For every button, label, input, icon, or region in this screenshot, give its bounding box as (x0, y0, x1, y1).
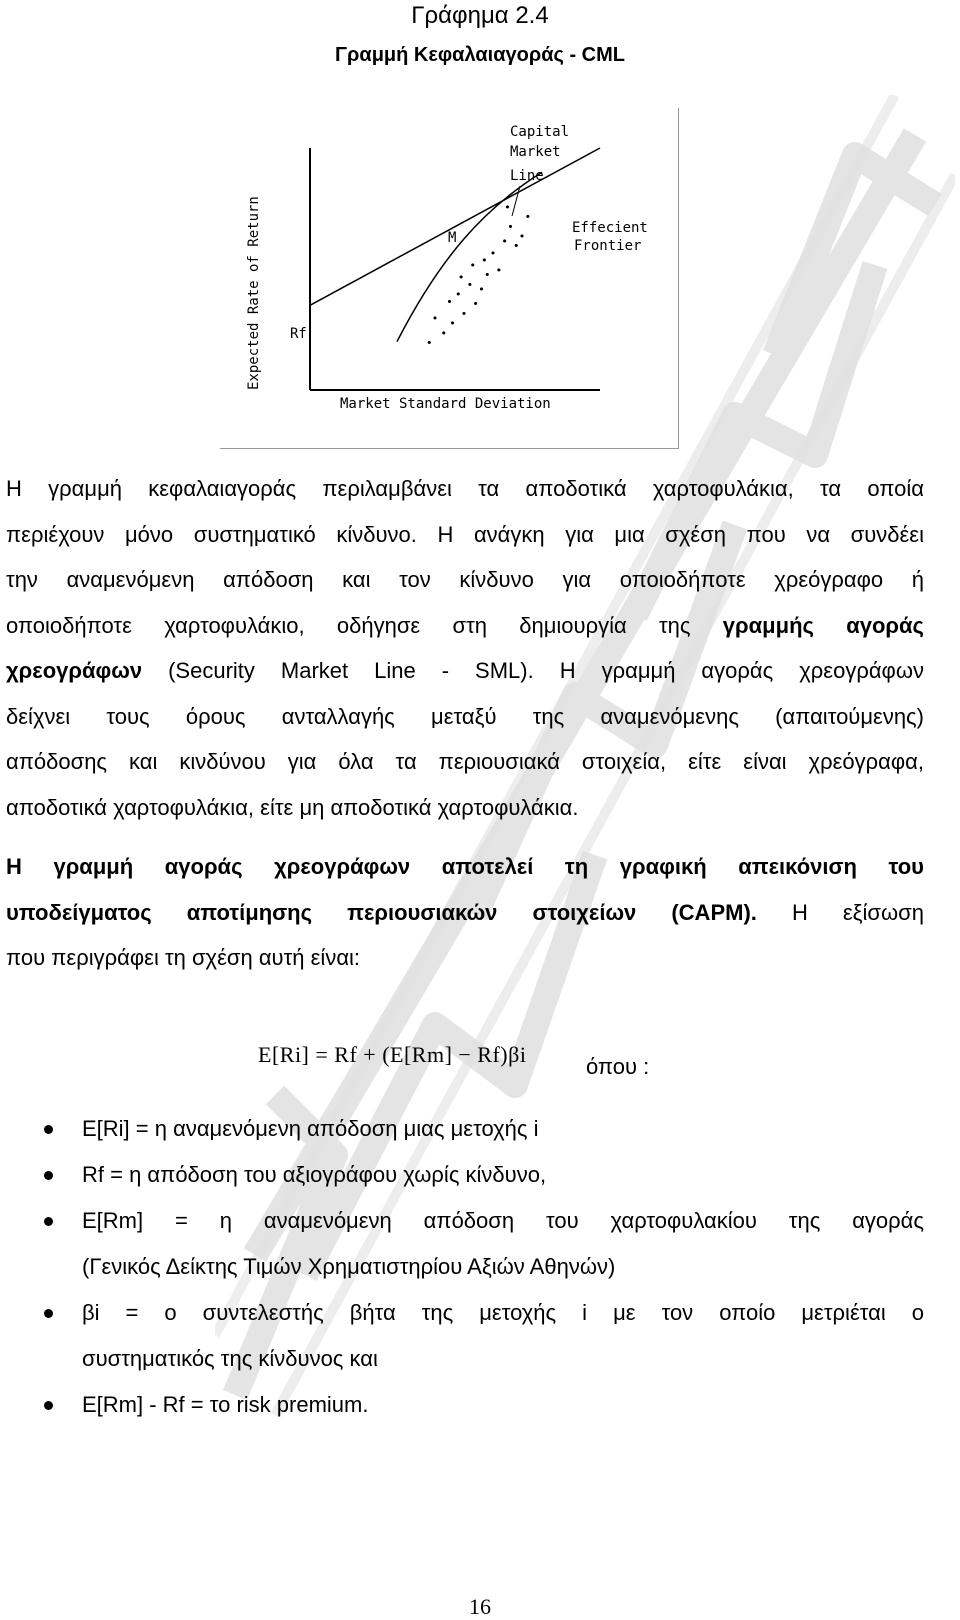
portfolio-point: • (504, 200, 511, 214)
portfolio-point: • (489, 246, 497, 260)
annotation-line: Line (510, 168, 544, 184)
portfolio-point: • (478, 283, 485, 297)
annotation-market: Market (510, 144, 561, 160)
portfolio-point: • (507, 220, 514, 234)
formula-where-label: όπου : (586, 1054, 650, 1079)
figure-title: Γραμμή Κεφαλαιαγοράς - CML (335, 44, 625, 66)
portfolio-point: • (518, 229, 526, 243)
list-item: Rf = η απόδοση του αξιογράφου χωρίς κίνδυνο, (82, 1162, 547, 1187)
bullet-icon (44, 1309, 53, 1318)
bold-term: υποδείγματος αποτίμησης περιουσιακών στοιχείων (CAPM). (6, 899, 757, 925)
text-line: χρεογράφων (Security Market Line - SML). Η γραμμή αγοράς χρεογράφων (6, 658, 924, 683)
list-item-line: βi = ο συντελεστής βήτα της μετοχής i με τον οποίο μετριέται ο (82, 1300, 924, 1325)
portfolio-point: • (460, 307, 468, 321)
text-line: αποδοτικά χαρτοφυλάκια, είτε μη αποδοτικά χαρτοφυλάκια. (6, 794, 579, 820)
list-item: E[Rm] - Rf = το risk premium. (82, 1392, 369, 1417)
portfolio-point: • (426, 336, 433, 350)
annotation-capital: Capital (510, 124, 570, 140)
bullet-icon (44, 1171, 53, 1180)
portfolio-point: • (481, 254, 488, 268)
text-line: δείχνει τους όρους ανταλλαγής μεταξύ της αναμενόμενης (απαιτούμενης) (6, 703, 924, 729)
portfolio-point: • (524, 210, 532, 224)
capm-formula: E[Ri] = Rf + (E[Rm] − Rf)βi (258, 1042, 527, 1067)
text-line: την αναμενόμενη απόδοση και τον κίνδυνο για οποιοδήποτε χρεόγραφο ή (6, 567, 924, 592)
portfolio-point: • (449, 317, 456, 331)
bold-term: γραμμής αγοράς (722, 612, 924, 638)
list-item-line: E[Rm] = η αναμενόμενη απόδοση του χαρτοφυλακίου της αγοράς (82, 1208, 924, 1233)
capital-market-line (310, 148, 600, 305)
portfolio-point: • (457, 271, 465, 285)
bullet-icon (44, 1125, 53, 1134)
definitions-list (0, 1106, 960, 1426)
bold-term: Η γραμμή αγοράς χρεογράφων αποτελεί τη γραφική απεικόνιση του (6, 854, 924, 879)
portfolio-point: • (472, 297, 479, 311)
efficient-frontier-curve (397, 172, 542, 341)
portfolio-point: • (484, 268, 491, 282)
text-line (6, 844, 924, 890)
list-item: E[Ri] = η αναμενόμενη απόδοση μιας μετοχής i (82, 1116, 539, 1141)
annotation-effecient: Effecient (572, 220, 648, 236)
annotation-rf: Rf (290, 326, 307, 342)
page-number: 16 (469, 1594, 491, 1619)
portfolio-point: • (455, 288, 462, 302)
text-line: Η γραμμή κεφαλαιαγοράς περιλαμβάνει τα αποδοτικά χαρτοφυλάκια, τα οποία (6, 476, 924, 501)
list-item-line: (Γενικός Δείκτης Τιμών Χρηματιστηρίου Αξιών Αθηνών) (82, 1254, 616, 1279)
text-line: που περιγράφει τη σχέση αυτή είναι: (6, 945, 361, 970)
portfolio-point: • (431, 312, 439, 326)
bold-term: χρεογράφων (6, 658, 143, 683)
figure-label: Γράφημα 2.4 (411, 2, 549, 29)
list-item-line: συστηματικός της κίνδυνος και (82, 1346, 378, 1371)
text-line: περιέχουν μόνο συστηματικό κίνδυνο. Η ανάγκη για μια σχέση που να συνδέει (6, 521, 924, 547)
portfolio-point: • (513, 239, 520, 253)
list-item (82, 1198, 924, 1290)
cml-chart-svg (220, 108, 678, 448)
list-item (82, 1290, 924, 1382)
x-axis-label: Market Standard Deviation (340, 396, 551, 412)
portfolio-point: • (466, 278, 474, 292)
bullet-icon (44, 1401, 53, 1410)
text-line: οποιοδήποτε χαρτοφυλάκιο, οδήγησε στη δημιουργία της γραμμής αγοράς (6, 612, 924, 638)
text-line: απόδοσης και κινδύνου για όλα τα περιουσιακά στοιχεία, είτε είναι χρεόγραφα, (6, 749, 924, 774)
annotation-m: M (448, 230, 457, 246)
portfolio-point: • (440, 326, 447, 340)
portfolio-point: • (495, 263, 503, 277)
portfolio-point: • (469, 259, 476, 272)
paragraph-capm (6, 844, 924, 981)
bullet-icon (44, 1217, 53, 1226)
cml-chart (220, 108, 679, 449)
paragraph-cml (6, 466, 924, 830)
annotation-frontier: Frontier (574, 238, 642, 254)
portfolio-point: • (446, 295, 453, 309)
text-line: υποδείγματος αποτίμησης περιουσιακών στοιχείων (CAPM). Η εξίσωση (6, 899, 924, 925)
y-axis-label: Expected Rate of Return (246, 196, 262, 390)
portfolio-point: • (501, 234, 508, 248)
